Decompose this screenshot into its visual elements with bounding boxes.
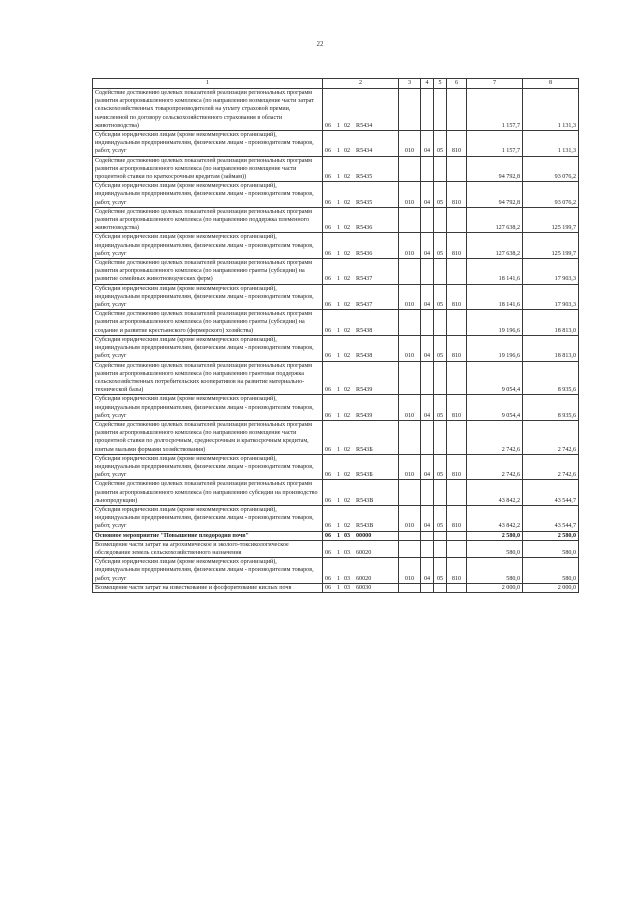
row-name: Субсидии юридическим лицам (кроме некоммерческих организаций), индивидуальным предпринимателям, физическим лицам - производителям товаров, работ, услуг	[93, 558, 323, 584]
amount-actual: 93 076,2	[523, 182, 579, 208]
table-row	[93, 361, 579, 395]
target-article-code	[323, 454, 399, 480]
code-part-c1: 06	[325, 225, 332, 232]
amount-plan: 1 157,7	[467, 131, 523, 157]
expense-type-code: 010	[399, 131, 421, 157]
code-part-c1: 06	[325, 575, 332, 582]
code-part-c1: 06	[325, 497, 332, 504]
kosgu-code: 810	[447, 182, 467, 208]
kosgu-code: 810	[447, 335, 467, 361]
section-code	[421, 583, 434, 592]
code-part-c4: R543В	[356, 497, 374, 504]
target-article-code	[323, 233, 399, 259]
target-article-code	[323, 583, 399, 592]
target-article-code	[323, 335, 399, 361]
row-name: Содействие достижению целевых показателей реализации региональных программ развития агропромышленного комплекса (по направлению возмещение части затрат сельскохозяйственных товаропроизводителей на уплату страховой премии, начисленной по договору сельскохозяйственного страхования в области животноводства)	[93, 89, 323, 131]
code-part-c2: 1	[337, 174, 341, 181]
section-code: 04	[421, 558, 434, 584]
expense-type-code: 010	[399, 335, 421, 361]
row-name: Субсидии юридическим лицам (кроме некоммерческих организаций), индивидуальным предпринимателям, физическим лицам - производителям товаров, работ, услуг	[93, 284, 323, 310]
amount-plan: 94 792,8	[467, 182, 523, 208]
kosgu-code: 810	[447, 454, 467, 480]
target-article-code	[323, 558, 399, 584]
target-article-code	[323, 361, 399, 395]
amount-actual: 18 813,0	[523, 310, 579, 336]
row-name: Субсидии юридическим лицам (кроме некоммерческих организаций), индивидуальным предпринимателям, физическим лицам - производителям товаров, работ, услуг	[93, 233, 323, 259]
amount-plan: 2 580,0	[467, 531, 523, 540]
kosgu-code	[447, 480, 467, 506]
amount-actual: 8 935,6	[523, 395, 579, 421]
subsection-code: 05	[434, 131, 447, 157]
code-part-c4: R5438	[356, 327, 373, 334]
amount-actual: 1 131,3	[523, 131, 579, 157]
subsection-code	[434, 156, 447, 182]
kosgu-code: 810	[447, 284, 467, 310]
expense-type-code	[399, 420, 421, 454]
amount-actual: 2 580,0	[523, 531, 579, 540]
code-part-c3: 02	[344, 523, 351, 530]
amount-actual: 2 000,0	[523, 583, 579, 592]
subsection-code	[434, 207, 447, 233]
section-code	[421, 207, 434, 233]
code-part-c3: 03	[344, 549, 351, 556]
subsection-code	[434, 583, 447, 592]
table-row	[93, 156, 579, 182]
code-part-c1: 06	[325, 302, 332, 309]
amount-plan: 9 054,4	[467, 395, 523, 421]
code-part-c2: 1	[337, 199, 341, 206]
code-part-c4: R543В	[356, 523, 374, 530]
table-row	[93, 395, 579, 421]
amount-plan: 580,0	[467, 558, 523, 584]
kosgu-code	[447, 310, 467, 336]
amount-plan: 1 157,7	[467, 89, 523, 131]
amount-actual: 17 903,3	[523, 259, 579, 285]
row-name: Субсидии юридическим лицам (кроме некоммерческих организаций), индивидуальным предпринимателям, физическим лицам - производителям товаров, работ, услуг	[93, 335, 323, 361]
target-article-code	[323, 131, 399, 157]
row-name: Содействие достижению целевых показателей реализации региональных программ развития агропромышленного комплекса (по направлению грантовая поддержка сельскохозяйственных потребительских кооперативов на развитие материально-технической базы)	[93, 361, 323, 395]
row-name: Содействие достижению целевых показателей реализации региональных программ развития агропромышленного комплекса (по направлению возмещение части процентной ставки по краткосрочным кредитам (займам))	[93, 156, 323, 182]
code-part-c2: 1	[337, 250, 341, 257]
budget-table	[92, 78, 579, 593]
code-part-c1: 06	[325, 532, 332, 539]
code-part-c3: 02	[344, 302, 351, 309]
section-code	[421, 310, 434, 336]
table-row	[93, 558, 579, 584]
amount-plan: 94 792,8	[467, 156, 523, 182]
subsection-code	[434, 310, 447, 336]
expense-type-code	[399, 480, 421, 506]
section-code: 04	[421, 454, 434, 480]
code-part-c4: 60020	[356, 549, 372, 556]
code-part-c3: 02	[344, 497, 351, 504]
code-part-c3: 03	[344, 575, 351, 582]
code-part-c1: 06	[325, 472, 332, 479]
row-name: Содействие достижению целевых показателей реализации региональных программ развития агропромышленного комплекса (по направлению возмещение части процентной ставки по долгосрочным, среднесрочным и краткосрочным кредитам, взятым малыми формами хозяйствования)	[93, 420, 323, 454]
header-cell: 8	[523, 79, 579, 89]
row-name: Субсидии юридическим лицам (кроме некоммерческих организаций), индивидуальным предпринимателям, физическим лицам - производителям товаров, работ, услуг	[93, 395, 323, 421]
code-part-c4: R5437	[356, 302, 373, 309]
table-row	[93, 259, 579, 285]
table-row	[93, 420, 579, 454]
amount-plan: 18 141,6	[467, 284, 523, 310]
code-part-c3: 03	[344, 532, 351, 539]
code-part-c2: 1	[337, 575, 341, 582]
target-article-code	[323, 531, 399, 540]
code-part-c4: R5437	[356, 276, 373, 283]
code-part-c4: 00000	[356, 532, 372, 539]
row-name: Субсидии юридическим лицам (кроме некоммерческих организаций), индивидуальным предпринимателям, физическим лицам - производителям товаров, работ, услуг	[93, 182, 323, 208]
table-row	[93, 89, 579, 131]
table-row	[93, 480, 579, 506]
amount-actual: 17 903,3	[523, 284, 579, 310]
amount-plan: 18 141,6	[467, 259, 523, 285]
code-part-c3: 02	[344, 327, 351, 334]
expense-type-code: 010	[399, 505, 421, 531]
code-part-c2: 1	[337, 353, 341, 360]
subsection-code: 05	[434, 558, 447, 584]
kosgu-code	[447, 207, 467, 233]
code-part-c1: 06	[325, 353, 332, 360]
expense-type-code: 010	[399, 558, 421, 584]
header-cell: 4	[421, 79, 434, 89]
code-part-c4: R5438	[356, 353, 373, 360]
section-row	[93, 531, 579, 540]
target-article-code	[323, 259, 399, 285]
code-part-c2: 1	[337, 412, 341, 419]
table-row	[93, 505, 579, 531]
code-part-c3: 02	[344, 353, 351, 360]
table-row	[93, 583, 579, 592]
table-row	[93, 310, 579, 336]
code-part-c3: 02	[344, 148, 351, 155]
table-row	[93, 454, 579, 480]
expense-type-code	[399, 531, 421, 540]
code-part-c2: 1	[337, 276, 341, 283]
code-part-c3: 02	[344, 387, 351, 394]
table-row	[93, 182, 579, 208]
expense-type-code: 010	[399, 454, 421, 480]
code-part-c2: 1	[337, 446, 341, 453]
row-name: Основное мероприятие "Повышение плодородия почв"	[93, 531, 323, 540]
section-code: 04	[421, 395, 434, 421]
expense-type-code	[399, 583, 421, 592]
code-part-c4: R543Б	[356, 446, 373, 453]
row-name: Субсидии юридическим лицам (кроме некоммерческих организаций), индивидуальным предпринимателям, физическим лицам - производителям товаров, работ, услуг	[93, 505, 323, 531]
kosgu-code	[447, 420, 467, 454]
subsection-code	[434, 531, 447, 540]
section-code	[421, 361, 434, 395]
target-article-code	[323, 505, 399, 531]
table-row	[93, 335, 579, 361]
section-code	[421, 480, 434, 506]
row-name: Содействие достижению целевых показателей реализации региональных программ развития агропромышленного комплекса (по направлению поддержка племенного животноводства)	[93, 207, 323, 233]
section-code: 04	[421, 284, 434, 310]
code-part-c1: 06	[325, 387, 332, 394]
code-part-c4: R5434	[356, 122, 373, 129]
amount-actual: 580,0	[523, 540, 579, 557]
amount-actual: 2 742,6	[523, 454, 579, 480]
row-name: Возмещение части затрат на известкование и фосфоритование кислых почв	[93, 583, 323, 592]
amount-actual: 93 076,2	[523, 156, 579, 182]
code-part-c2: 1	[337, 472, 341, 479]
amount-actual: 18 813,0	[523, 335, 579, 361]
amount-plan: 127 638,2	[467, 207, 523, 233]
code-part-c4: 60030	[356, 584, 372, 591]
code-part-c1: 06	[325, 584, 332, 591]
expense-type-code	[399, 89, 421, 131]
amount-plan: 19 196,6	[467, 310, 523, 336]
section-code: 04	[421, 182, 434, 208]
expense-type-code: 010	[399, 182, 421, 208]
header-cell: 2	[323, 79, 399, 89]
target-article-code	[323, 207, 399, 233]
kosgu-code	[447, 583, 467, 592]
subsection-code	[434, 480, 447, 506]
code-part-c2: 1	[337, 497, 341, 504]
code-part-c1: 06	[325, 250, 332, 257]
amount-actual: 580,0	[523, 558, 579, 584]
expense-type-code	[399, 259, 421, 285]
amount-actual: 8 935,6	[523, 361, 579, 395]
kosgu-code	[447, 540, 467, 557]
table-row	[93, 540, 579, 557]
section-code	[421, 531, 434, 540]
code-part-c2: 1	[337, 122, 341, 129]
code-part-c4: R5436	[356, 225, 373, 232]
target-article-code	[323, 395, 399, 421]
amount-actual: 125 199,7	[523, 207, 579, 233]
code-part-c1: 06	[325, 122, 332, 129]
subsection-code: 05	[434, 505, 447, 531]
section-code: 04	[421, 505, 434, 531]
row-name: Возмещение части затрат на агрохимическое и эколого-токсикологическое обследование земель сельскохозяйственного назначения	[93, 540, 323, 557]
section-code: 04	[421, 335, 434, 361]
section-code: 04	[421, 233, 434, 259]
table-body	[93, 89, 579, 593]
code-part-c4: R543Б	[356, 472, 373, 479]
code-part-c3: 02	[344, 472, 351, 479]
code-part-c3: 02	[344, 174, 351, 181]
kosgu-code: 810	[447, 131, 467, 157]
subsection-code: 05	[434, 335, 447, 361]
code-part-c1: 06	[325, 412, 332, 419]
kosgu-code: 810	[447, 233, 467, 259]
code-part-c1: 06	[325, 174, 332, 181]
target-article-code	[323, 540, 399, 557]
code-part-c1: 06	[325, 199, 332, 206]
subsection-code	[434, 420, 447, 454]
subsection-code	[434, 361, 447, 395]
code-part-c2: 1	[337, 584, 341, 591]
code-part-c4: R5435	[356, 199, 373, 206]
code-part-c1: 06	[325, 148, 332, 155]
code-part-c2: 1	[337, 523, 341, 530]
subsection-code	[434, 259, 447, 285]
amount-plan: 2 742,6	[467, 420, 523, 454]
code-part-c2: 1	[337, 225, 341, 232]
table-row	[93, 233, 579, 259]
code-part-c3: 02	[344, 225, 351, 232]
amount-actual: 125 199,7	[523, 233, 579, 259]
expense-type-code	[399, 361, 421, 395]
expense-type-code: 010	[399, 395, 421, 421]
code-part-c3: 02	[344, 199, 351, 206]
row-name: Содействие достижению целевых показателей реализации региональных программ развития агропромышленного комплекса (по направлению субсидии на производство льнопродукции)	[93, 480, 323, 506]
code-part-c2: 1	[337, 302, 341, 309]
target-article-code	[323, 284, 399, 310]
code-part-c4: R5434	[356, 148, 373, 155]
table-row	[93, 207, 579, 233]
code-part-c1: 06	[325, 549, 332, 556]
code-part-c1: 06	[325, 276, 332, 283]
kosgu-code	[447, 89, 467, 131]
amount-plan: 19 196,6	[467, 335, 523, 361]
target-article-code	[323, 156, 399, 182]
expense-type-code	[399, 310, 421, 336]
expense-type-code	[399, 207, 421, 233]
target-article-code	[323, 420, 399, 454]
subsection-code: 05	[434, 182, 447, 208]
kosgu-code	[447, 531, 467, 540]
section-code	[421, 156, 434, 182]
expense-type-code	[399, 156, 421, 182]
table-row	[93, 284, 579, 310]
target-article-code	[323, 310, 399, 336]
code-part-c1: 06	[325, 327, 332, 334]
code-part-c4: R5436	[356, 250, 373, 257]
code-part-c1: 06	[325, 523, 332, 530]
amount-plan: 2 742,6	[467, 454, 523, 480]
row-name: Содействие достижению целевых показателей реализации региональных программ развития агропромышленного комплекса (по направлению гранты (субсидии) на создание и развитие крестьянского (фермерского) хозяйства)	[93, 310, 323, 336]
amount-actual: 1 131,3	[523, 89, 579, 131]
subsection-code: 05	[434, 284, 447, 310]
code-part-c4: R5435	[356, 174, 373, 181]
kosgu-code	[447, 156, 467, 182]
target-article-code	[323, 480, 399, 506]
expense-type-code: 010	[399, 284, 421, 310]
code-part-c3: 02	[344, 446, 351, 453]
header-cell: 3	[399, 79, 421, 89]
code-part-c2: 1	[337, 148, 341, 155]
subsection-code	[434, 89, 447, 131]
amount-plan: 2 000,0	[467, 583, 523, 592]
row-name: Субсидии юридическим лицам (кроме некоммерческих организаций), индивидуальным предпринимателям, физическим лицам - производителям товаров, работ, услуг	[93, 454, 323, 480]
kosgu-code	[447, 259, 467, 285]
kosgu-code	[447, 361, 467, 395]
amount-plan: 43 842,2	[467, 505, 523, 531]
code-part-c3: 02	[344, 122, 351, 129]
code-part-c3: 03	[344, 584, 351, 591]
code-part-c2: 1	[337, 387, 341, 394]
target-article-code	[323, 182, 399, 208]
subsection-code: 05	[434, 454, 447, 480]
code-part-c4: R5439	[356, 387, 373, 394]
code-part-c3: 02	[344, 412, 351, 419]
code-part-c2: 1	[337, 532, 341, 539]
code-part-c2: 1	[337, 327, 341, 334]
code-part-c4: 60020	[356, 575, 372, 582]
amount-actual: 43 544,7	[523, 480, 579, 506]
header-cell: 7	[467, 79, 523, 89]
header-cell: 5	[434, 79, 447, 89]
subsection-code: 05	[434, 233, 447, 259]
page-number: 22	[316, 40, 324, 48]
section-code	[421, 420, 434, 454]
amount-actual: 2 742,6	[523, 420, 579, 454]
section-code	[421, 89, 434, 131]
amount-actual: 43 544,7	[523, 505, 579, 531]
kosgu-code: 810	[447, 395, 467, 421]
amount-plan: 43 842,2	[467, 480, 523, 506]
header-cell: 6	[447, 79, 467, 89]
kosgu-code: 810	[447, 505, 467, 531]
target-article-code	[323, 89, 399, 131]
kosgu-code: 810	[447, 558, 467, 584]
code-part-c2: 1	[337, 549, 341, 556]
header-cell: 1	[93, 79, 323, 89]
section-code	[421, 259, 434, 285]
expense-type-code	[399, 540, 421, 557]
amount-plan: 127 638,2	[467, 233, 523, 259]
code-part-c4: R5439	[356, 412, 373, 419]
header-row	[93, 79, 579, 89]
row-name: Субсидии юридическим лицам (кроме некоммерческих организаций), индивидуальным предпринимателям, физическим лицам - производителям товаров, работ, услуг	[93, 131, 323, 157]
code-part-c3: 02	[344, 276, 351, 283]
code-part-c1: 06	[325, 446, 332, 453]
row-name: Содействие достижению целевых показателей реализации региональных программ развития агропромышленного комплекса (по направлению гранты (субсидии) на развитие семейных животноводческих ферм)	[93, 259, 323, 285]
amount-plan: 580,0	[467, 540, 523, 557]
code-part-c3: 02	[344, 250, 351, 257]
amount-plan: 9 054,4	[467, 361, 523, 395]
table-row	[93, 131, 579, 157]
subsection-code: 05	[434, 395, 447, 421]
expense-type-code: 010	[399, 233, 421, 259]
subsection-code	[434, 540, 447, 557]
section-code	[421, 540, 434, 557]
section-code: 04	[421, 131, 434, 157]
